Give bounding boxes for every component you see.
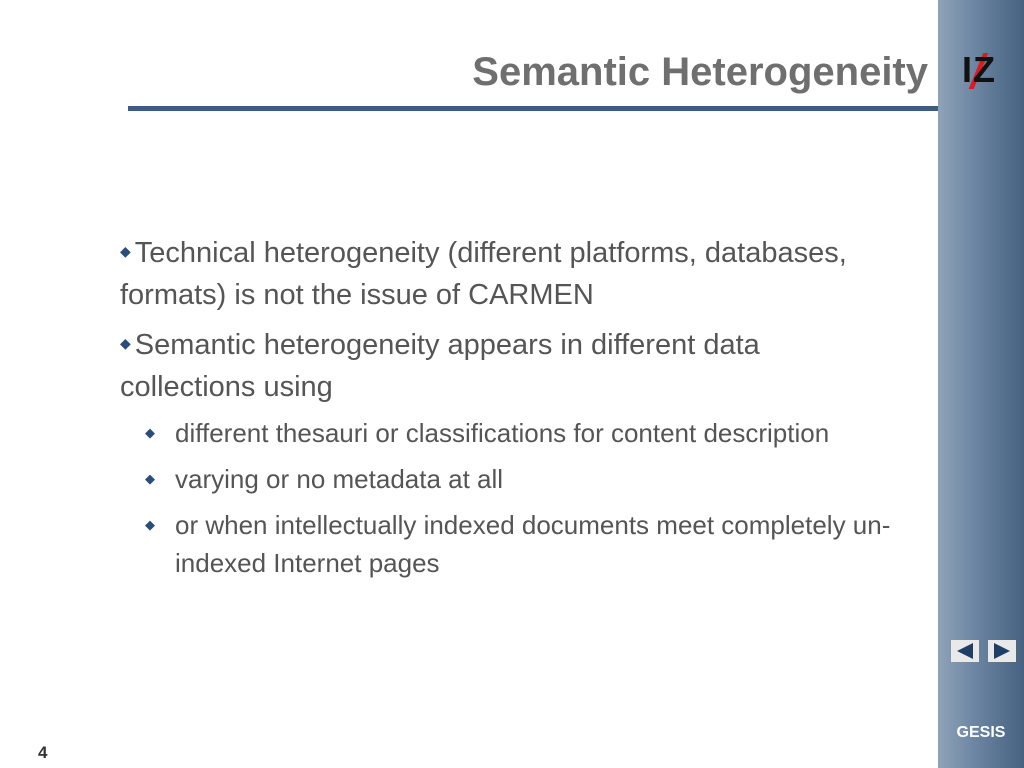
bullet-text: Technical heterogeneity (different platforms, databases, formats) is not the issue of CARMEN [120, 237, 847, 311]
sub-bullet-text: varying or no metadata at all [175, 464, 504, 494]
slide-title: Semantic Heterogeneity [472, 50, 928, 94]
bullet-list [120, 230, 900, 590]
title-rule [128, 106, 938, 111]
next-slide-button[interactable] [988, 640, 1016, 662]
bullet-text: Semantic heterogeneity appears in different data collections using [120, 329, 760, 403]
diamond-bullet-icon: ◆ [120, 335, 131, 351]
previous-slide-button[interactable] [951, 640, 979, 662]
sub-bullet-item [120, 506, 900, 582]
bullet-item [120, 322, 900, 408]
diamond-bullet-icon: ◆ [145, 471, 155, 486]
logo-letter-i: I [962, 49, 973, 90]
diamond-bullet-icon: ◆ [145, 425, 155, 440]
triangle-left-icon [957, 643, 973, 659]
iz-logo [962, 49, 1002, 92]
diamond-bullet-icon: ◆ [120, 243, 131, 259]
logo-letter-z: Z [973, 49, 995, 90]
diamond-bullet-icon: ◆ [145, 517, 155, 532]
triangle-right-icon [994, 643, 1010, 659]
bullet-item [120, 230, 900, 316]
gesis-brand: GESIS [956, 724, 1006, 741]
page-number: 4 [38, 743, 48, 762]
sub-bullet-item [120, 414, 900, 452]
sub-bullet-text: or when intellectually indexed documents meet completely un-indexed Internet pages [175, 510, 891, 578]
sub-bullet-item [120, 460, 900, 498]
sub-bullet-text: different thesauri or classifications for content description [175, 418, 830, 448]
